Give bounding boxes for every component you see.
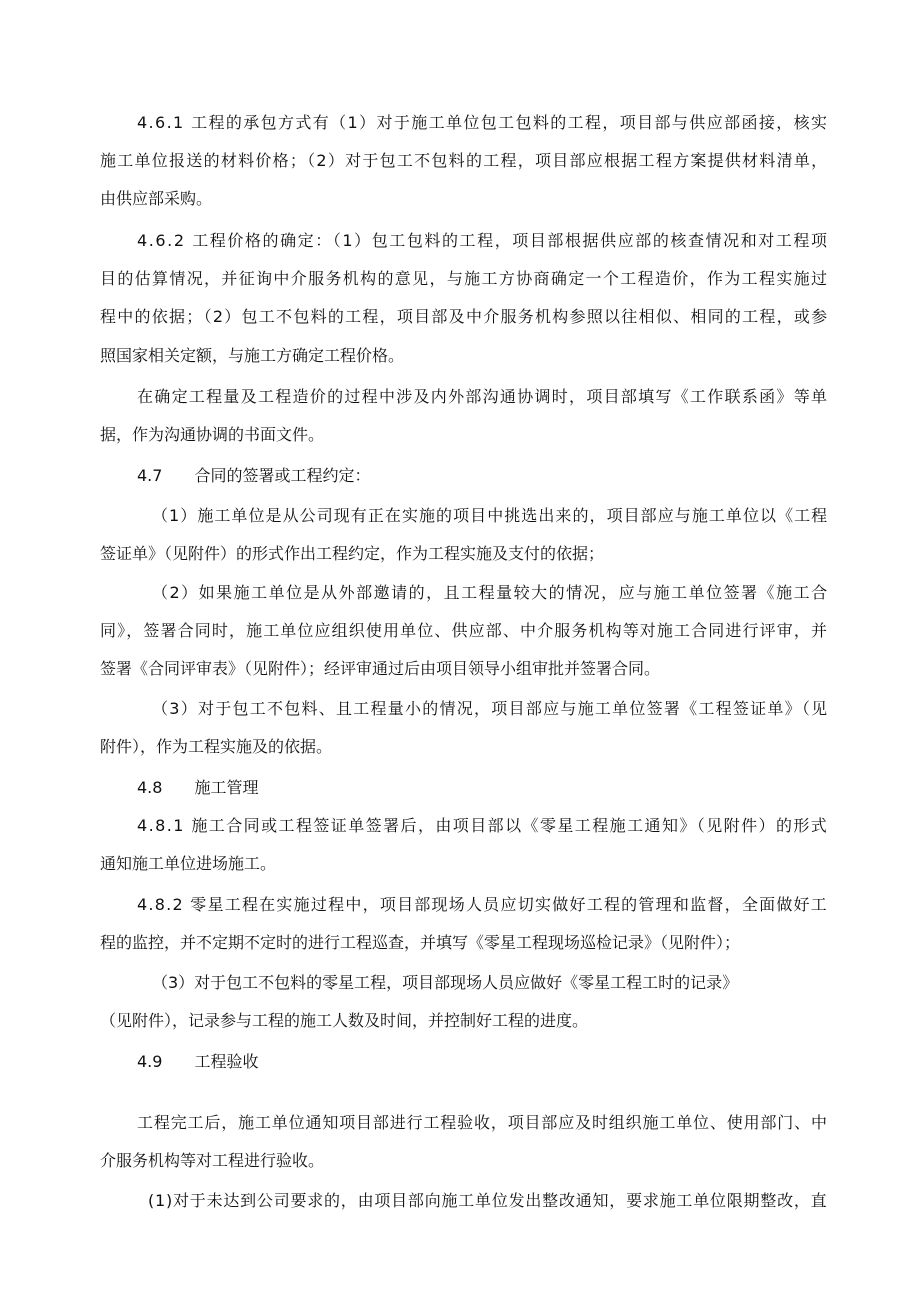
text-line: 据，作为沟通协调的书面文件。 [100, 425, 325, 444]
section-heading: 4.8 施工管理 [137, 778, 259, 797]
text-line: (1)对于未达到公司要求的，由项目部向施工单位发出整改通知，要求施工单位限期整改，直 [148, 1191, 828, 1210]
text-line: 同》，签署合同时，施工单位应组织使用单位、供应部、中介服务机构等对施工合同进行评审，并 [100, 621, 829, 640]
text-line: 工程完工后，施工单位通知项目部进行工程验收，项目部应及时组织施工单位、使用部门、中 [137, 1113, 828, 1132]
text-line: （1）施工单位是从公司现有正在实施的项目中挑选出来的，项目部应与施工单位以《工程 [152, 506, 829, 525]
text-line: 签署《合同评审表》（见附件）；经评审通过后由项目领导小组审批并签署合同。 [100, 659, 661, 678]
text-line: 程中的依据；（2）包工不包料的工程，项目部及中介服务机构参照以往相似、相同的工程，或参 [100, 307, 829, 326]
text-line: 施工单位报送的材料价格；（2）对于包工不包料的工程，项目部应根据工程方案提供材料清单， [100, 151, 829, 170]
text-line: 目的估算情况，并征询中介服务机构的意见，与施工方协商确定一个工程造价，作为工程实施过 [100, 269, 829, 288]
text-line: （2）如果施工单位是从外部邀请的，且工程量较大的情况，应与施工单位签署《施工合 [152, 583, 829, 602]
text-line: 4.6.1 工程的承包方式有（1）对于施工单位包工包料的工程，项目部与供应部函接，核实 [137, 113, 829, 132]
text-line: 在确定工程量及工程造价的过程中涉及内外部沟通协调时，项目部填写《工作联系函》等单 [137, 387, 829, 406]
text-line: 4.8.1 施工合同或工程签证单签署后，由项目部以《零星工程施工通知》（见附件）的形式 [137, 816, 829, 835]
text-line: 程的监控，并不定期不定时的进行工程巡查，并填写《零星工程现场巡检记录》（见附件）； [100, 933, 741, 952]
text-line: 介服务机构等对工程进行验收。 [100, 1151, 325, 1170]
text-line: 照国家相关定额，与施工方确定工程价格。 [100, 346, 405, 365]
text-line: （3）对于包工不包料的零星工程，项目部现场人员应做好《零星工程工时的记录》 [152, 973, 739, 992]
section-heading: 4.9 工程验收 [137, 1052, 259, 1071]
text-line: 附件），作为工程实施及的依据。 [100, 737, 333, 756]
text-line: 签证单》（见附件）的形式作出工程约定，作为工程实施及支付的依据； [100, 544, 605, 563]
section-heading: 4.7 合同的签署或工程约定： [137, 466, 371, 485]
text-line: 由供应部采购。 [100, 189, 213, 208]
text-line: 4.6.2 工程价格的确定：（1）包工包料的工程，项目部根据供应部的核查情况和对工程项 [137, 231, 829, 250]
text-line: （3）对于包工不包料、且工程量小的情况，项目部应与施工单位签署《工程签证单》（见 [152, 699, 829, 718]
text-line: （见附件），记录参与工程的施工人数及时间，并控制好工程的进度。 [100, 1011, 589, 1030]
text-line: 4.8.2 零星工程在实施过程中，项目部现场人员应切实做好工程的管理和监督，全面做好工 [137, 895, 829, 914]
text-line: 通知施工单位进场施工。 [100, 854, 277, 873]
